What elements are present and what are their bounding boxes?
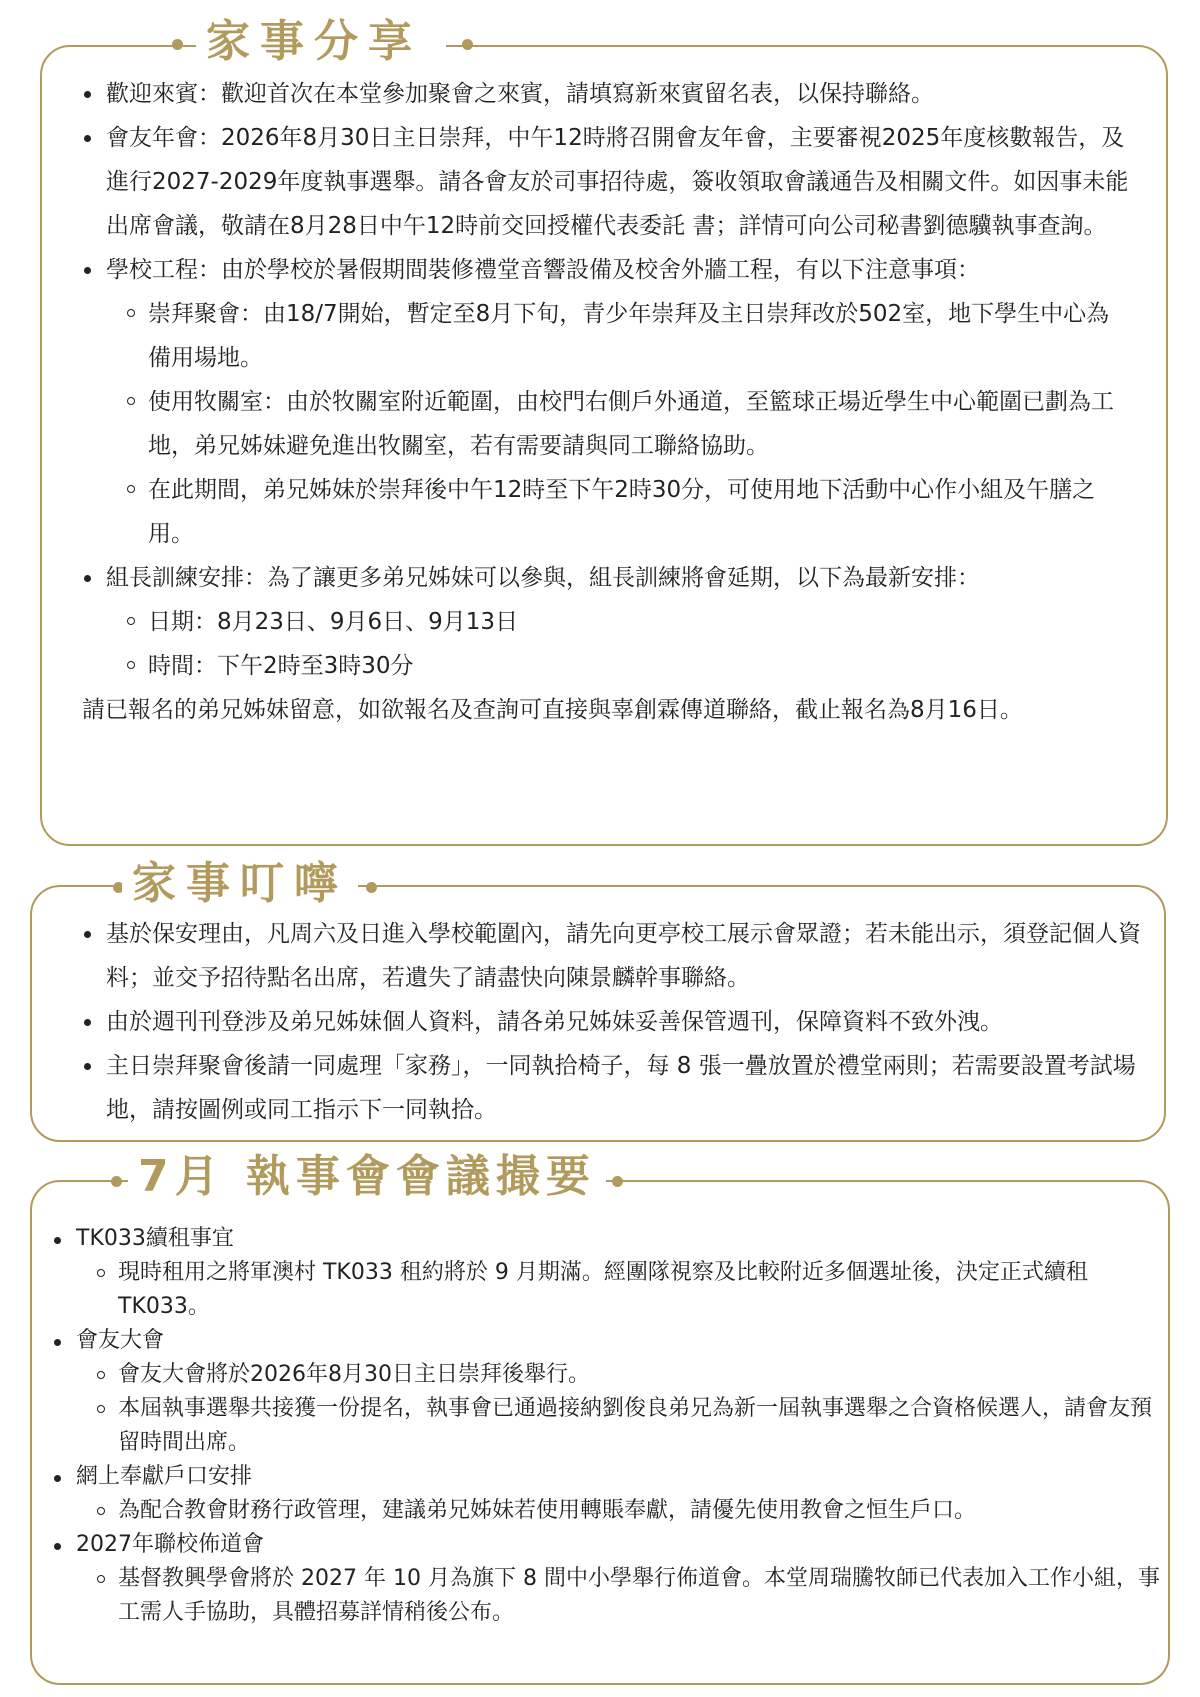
section-3-list (52, 1222, 1172, 1630)
list-item-school-works (82, 248, 1162, 556)
sub-list (76, 1358, 1172, 1460)
sub-item: 會友大會將於2026年8月30日主日崇拜後舉行。 (96, 1358, 1172, 1392)
list-item-evangelism (52, 1528, 1172, 1630)
list-item-leader-training (82, 556, 1162, 688)
item-text: 會友大會 (76, 1328, 165, 1353)
item-text: 學校工程：由於學校於暑假期間裝修禮堂音響設備及校舍外牆工程，有以下注意事項： (106, 257, 980, 283)
item-text: 基於保安理由，凡周六及日進入學校範圍內，請先向更亭校工展示會眾證；若未能出示，須登記個人資料；並交予招待點名出席，若遺失了請盡快向陳景麟幹事聯絡。 (106, 921, 1141, 991)
item-text: 組長訓練安排：為了讓更多弟兄姊妹可以參與，組長訓練將會延期，以下為最新安排： (106, 565, 980, 591)
sub-item: 時間：下午2時至3時30分 (126, 644, 1162, 688)
list-item-tk033 (52, 1222, 1172, 1324)
sub-list (106, 600, 1162, 688)
section-1-body (82, 72, 1162, 732)
item-text: 主日崇拜聚會後請一同處理「家務」，一同執拾椅子，每 8 張一疊放置於禮堂兩則；若需要設置考試場地，請按圖例或同工指示下一同執拾。 (106, 1053, 1136, 1123)
item-text: 由於週刊刊登涉及弟兄姊妹個人資料，請各弟兄姊妹妥善保管週刊，保障資料不致外洩。 (106, 1009, 1003, 1035)
list-item-chores (82, 1044, 1142, 1132)
sub-item: 在此期間，弟兄姊妹於崇拜後中午12時至下午2時30分，可使用地下活動中心作小組及午膳之用。 (126, 468, 1132, 556)
title-dot-right (462, 39, 473, 50)
item-text: 會友年會：2026年8月30日主日崇拜，中午12時將召開會友年會，主要審視2025年度核數報告，及進行2027-2029年度執事選舉。請各會友於司事招待處，簽收領取會議通告及相關文件。如因事未能出席會議，敬請在8月28日中午12時前交回授權代表委託 書；詳情可向公司秘書劉德驥執事查詢。 (106, 125, 1129, 239)
item-text: TK033續租事宜 (76, 1226, 234, 1251)
title-dot-right (612, 1176, 623, 1187)
sub-item: 日期：8月23日、9月6日、9月13日 (126, 600, 1162, 644)
list-item-annual-meeting (82, 116, 1162, 248)
sub-list (76, 1256, 1172, 1324)
sub-item: 基督教興學會將於 2027 年 10 月為旗下 8 間中小學舉行佈道會。本堂周瑞騰牧師已代表加入工作小組，事工需人手協助，具體招募詳情稍後公布。 (96, 1562, 1172, 1630)
sub-list (76, 1562, 1172, 1630)
section-1-note: 請已報名的弟兄姊妹留意，如欲報名及查詢可直接與辜創霖傳道聯絡，截止報名為8月16日。 (82, 697, 1023, 723)
section-2-title: 家事叮嚀 (122, 860, 358, 908)
section-1-list (82, 72, 1162, 688)
sub-item: 使用牧關室：由於牧關室附近範圍，由校門右側戶外通道，至籃球正場近學生中心範圍已劃為工地，弟兄姊妹避免進出牧關室，若有需要請與同工聯絡協助。 (126, 380, 1132, 468)
list-item-general-meeting (52, 1324, 1172, 1460)
item-text: 網上奉獻戶口安排 (76, 1464, 253, 1489)
sub-item: 崇拜聚會：由18/7開始，暫定至8月下旬，青少年崇拜及主日崇拜改於502室，地下學生中心為備用場地。 (126, 292, 1132, 380)
section-3-title: 7月 執事會會議撮要 (128, 1153, 606, 1201)
list-item-security (82, 912, 1142, 1000)
section-1-title: 家事分享 (196, 18, 432, 66)
sub-item: 本屆執事選舉共接獲一份提名，執事會已通過接納劉俊良弟兄為新一屆執事選舉之合資格候選人，請會友預留時間出席。 (96, 1392, 1172, 1460)
list-item-online-offering (52, 1460, 1172, 1528)
sub-list (76, 1494, 1172, 1528)
title-dot-left (111, 1176, 122, 1187)
sub-list (106, 292, 1162, 556)
section-3-body (52, 1222, 1172, 1630)
item-text: 歡迎來賓：歡迎首次在本堂參加聚會之來賓，請填寫新來賓留名表，以保持聯絡。 (106, 81, 934, 107)
item-text: 2027年聯校佈道會 (76, 1532, 264, 1557)
list-item-privacy (82, 1000, 1142, 1044)
title-dot-left (172, 39, 183, 50)
title-dot-right (366, 882, 377, 893)
section-2-list (82, 912, 1142, 1132)
section-2-body (82, 912, 1142, 1132)
sub-item: 現時租用之將軍澳村 TK033 租約將於 9 月期滿。經團隊視察及比較附近多個選址後，決定正式續租 TK033。 (96, 1256, 1152, 1324)
list-item-welcome (82, 72, 1162, 116)
sub-item: 為配合教會財務行政管理，建議弟兄姊妹若使用轉賬奉獻，請優先使用教會之恒生戶口。 (96, 1494, 1172, 1528)
